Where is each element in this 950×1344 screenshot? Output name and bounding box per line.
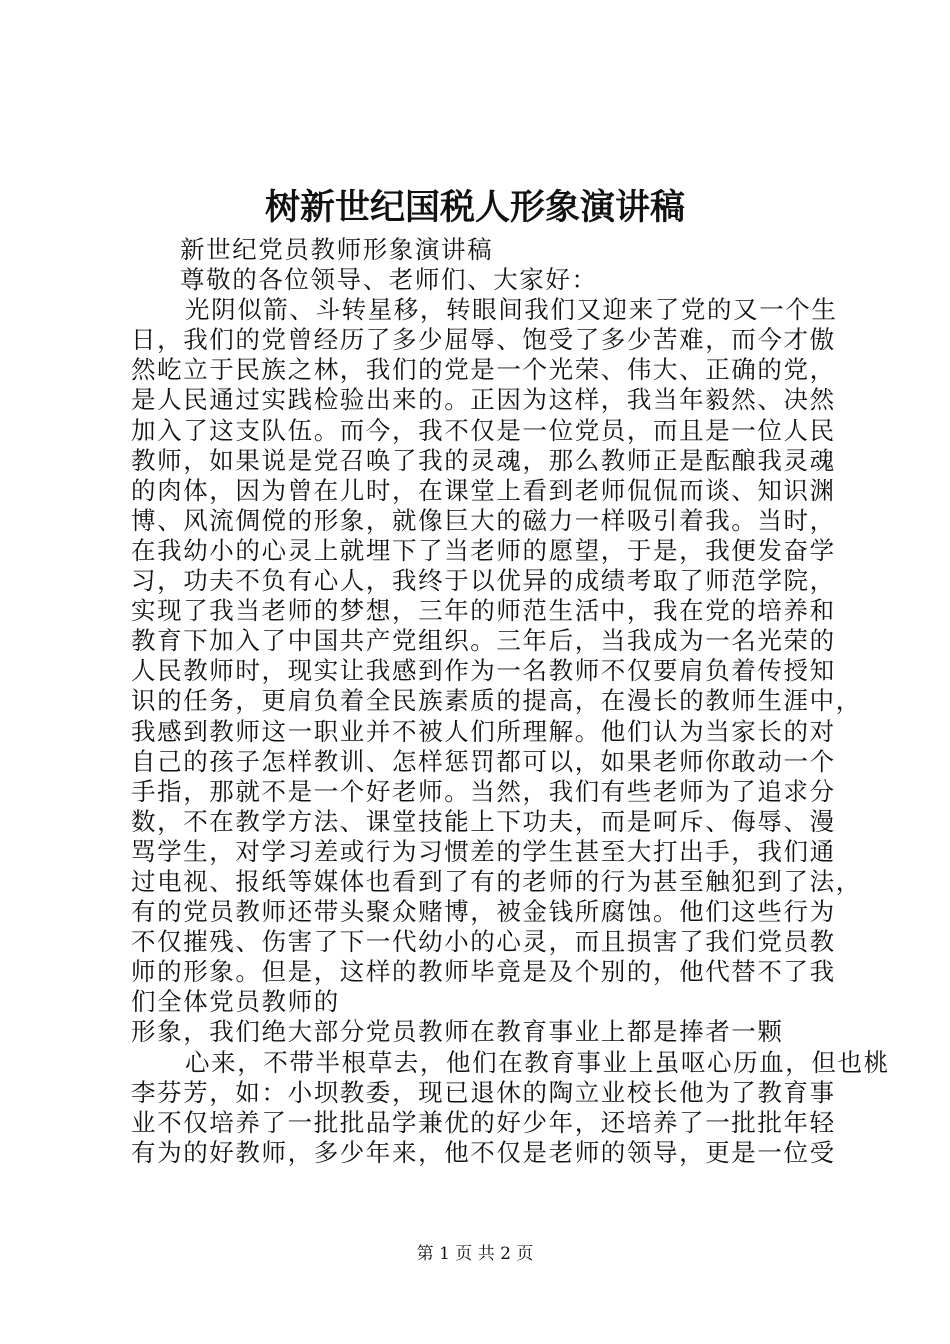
body-line: 是人民通过实践检验出来的。正因为这样，我当年毅然、决然: [131, 385, 836, 415]
page-number-footer: 第 1 页 共 2 页: [416, 1244, 534, 1264]
body-line: 有的党员教师还带头聚众赌博，被金钱所腐蚀。他们这些行为: [131, 897, 836, 927]
body-line: 数，不在教学方法、课堂技能上下功夫，而是呵斥、侮辱、漫: [131, 806, 836, 836]
body-line: 习，功夫不负有心人，我终于以优异的成绩考取了师范学院，: [131, 566, 836, 596]
body-line: 我感到教师这一职业并不被人们所理解。他们认为当家长的对: [131, 716, 836, 746]
body-line: 实现了我当老师的梦想，三年的师范生活中，我在党的培养和: [131, 596, 836, 626]
body-line: 尊敬的各位领导、老师们、大家好：: [180, 265, 598, 295]
body-line: 加入了这支队伍。而今，我不仅是一位党员，而且是一位人民: [131, 415, 836, 445]
body-line: 骂学生，对学习差或行为习惯差的学生甚至大打出手，我们通: [131, 836, 836, 866]
body-line: 识的任务，更肩负着全民族素质的提高，在漫长的教师生涯中，: [131, 686, 862, 716]
body-line: 教师，如果说是党召唤了我的灵魂，那么教师正是酝酿我灵魂: [131, 445, 836, 475]
body-line: 形象，我们绝大部分党员教师在教育事业上都是捧者一颗: [131, 1017, 784, 1047]
body-line: 日，我们的党曾经历了多少屈辱、饱受了多少苦难，而今才傲: [131, 325, 836, 355]
body-line: 然屹立于民族之林，我们的党是一个光荣、伟大、正确的党，: [131, 355, 836, 385]
body-line: 心来，不带半根草去，他们在教育事业上虽呕心历血，但也桃: [185, 1047, 890, 1077]
body-line: 过电视、报纸等媒体也看到了有的老师的行为甚至触犯到了法，: [131, 866, 862, 896]
body-line: 博、风流倜傥的形象，就像巨大的磁力一样吸引着我。当时，: [131, 505, 836, 535]
body-line: 自己的孩子怎样教训、怎样惩罚都可以，如果老师你敢动一个: [131, 746, 836, 776]
body-line: 有为的好教师，多少年来，他不仅是老师的领导，更是一位受: [131, 1137, 836, 1167]
body-line: 新世纪党员教师形象演讲稿: [180, 235, 494, 264]
body-line: 在我幼小的心灵上就埋下了当老师的愿望，于是，我便发奋学: [131, 535, 836, 565]
body-line: 手指，那就不是一个好老师。当然，我们有些老师为了追求分: [131, 776, 836, 806]
body-line: 光阴似箭、斗转星移，转眼间我们又迎来了党的又一个生: [185, 295, 838, 325]
body-line: 人民教师时，现实让我感到作为一名教师不仅要肩负着传授知: [131, 656, 836, 686]
body-line: 不仅摧残、伤害了下一代幼小的心灵，而且损害了我们党员教: [131, 927, 836, 957]
body-line: 业不仅培养了一批批品学兼优的好少年，还培养了一批批年轻: [131, 1107, 836, 1137]
body-line: 的肉体，因为曾在儿时，在课堂上看到老师侃侃而谈、知识渊: [131, 475, 836, 505]
body-line: 李芬芳，如：小坝教委，现已退休的陶立业校长他为了教育事: [131, 1077, 836, 1107]
document-body: [131, 235, 890, 1168]
body-line: 教育下加入了中国共产党组织。三年后，当我成为一名光荣的: [131, 626, 836, 656]
body-line: 师的形象。但是，这样的教师毕竟是及个别的，他代替不了我: [131, 957, 836, 987]
document-title: 树新世纪国税人形象演讲稿: [264, 187, 685, 228]
body-line: 们全体党员教师的: [131, 987, 340, 1017]
